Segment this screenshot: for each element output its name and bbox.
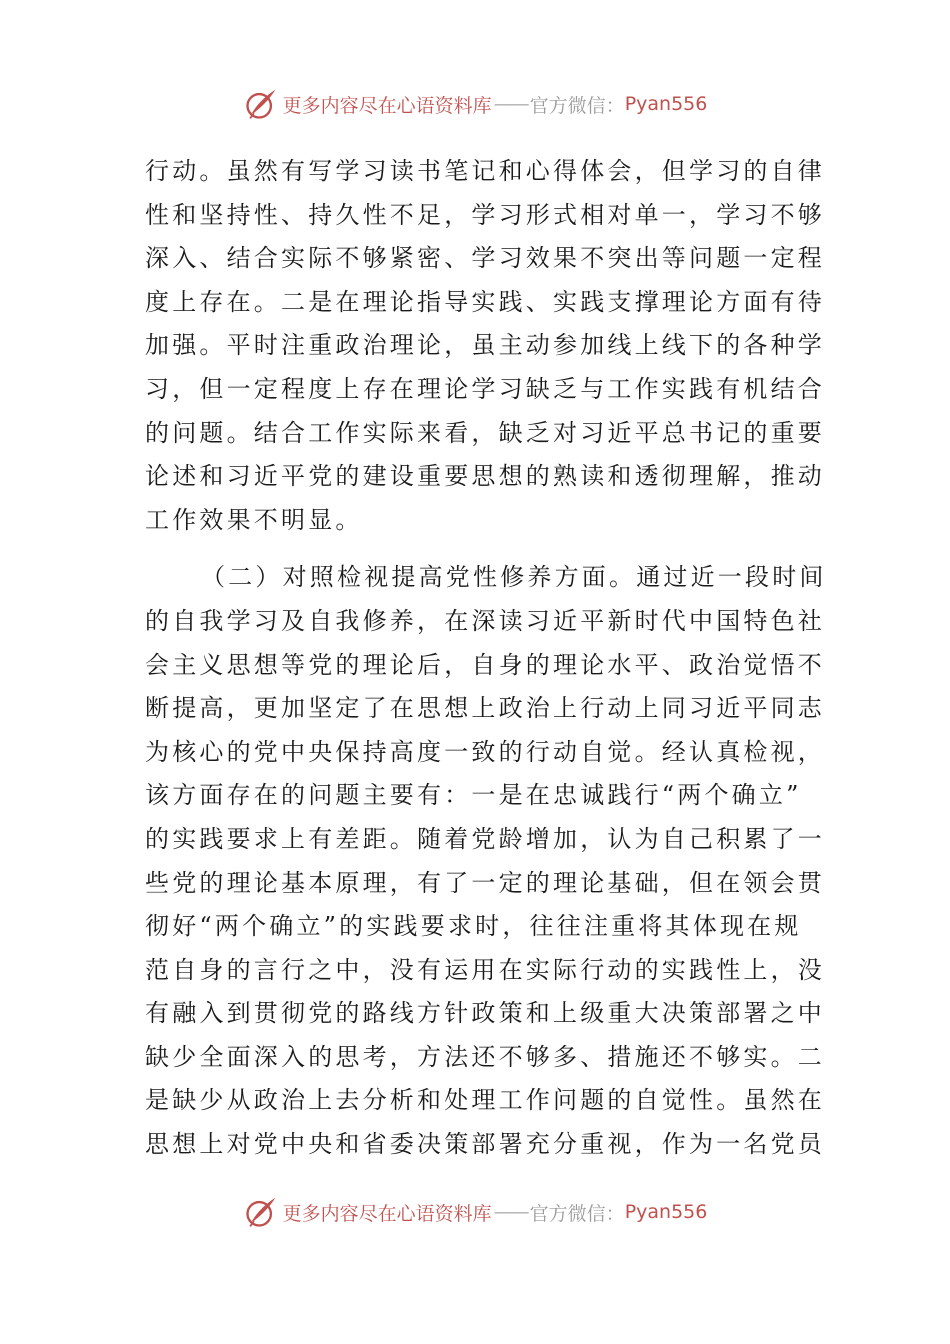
- document-body: [145, 150, 827, 1167]
- watermark-prefix: 官方微信：: [529, 94, 625, 117]
- footer-watermark: [0, 1192, 950, 1232]
- watermark-prefix: 官方微信：: [529, 1202, 625, 1225]
- header-watermark: [0, 84, 950, 124]
- text-line: 习，但一定程度上存在理论学习缺乏与工作实践有机结合: [145, 374, 825, 403]
- text-line: 的实践要求上有差距。随着党龄增加，认为自己积累了一: [145, 824, 825, 853]
- text-line: 的自我学习及自我修养，在深读习近平新时代中国特色社: [145, 606, 825, 635]
- watermark-separator: ——: [493, 1201, 528, 1223]
- text-line: 是缺少从政治上去分析和处理工作问题的自觉性。虽然在: [145, 1086, 825, 1115]
- paragraph-gap: [145, 542, 810, 556]
- text-line: 思想上对党中央和省委决策部署充分重视，作为一名党员: [145, 1130, 825, 1159]
- watermark-wechat-id: Pyan556: [624, 1201, 708, 1223]
- watermark-label: 更多内容尽在心语资料库: [282, 1202, 492, 1225]
- text-line: 加强。平时注重政治理论，虽主动参加线上线下的各种学: [145, 331, 825, 360]
- watermark-wechat-id: Pyan556: [624, 93, 708, 115]
- text-line: 度上存在。二是在理论指导实践、实践支撑理论方面有待: [145, 287, 825, 316]
- text-line: 性和坚持性、持久性不足，学习形式相对单一，学习不够: [145, 200, 825, 229]
- text-line: 为核心的党中央保持高度一致的行动自觉。经认真检视，: [145, 737, 825, 766]
- text-line: 该方面存在的问题主要有：一是在忠诚践行“两个确立”: [145, 781, 802, 810]
- watermark-separator: ——: [493, 93, 528, 115]
- text-line: 范自身的言行之中，没有运用在实际行动的实践性上，没: [145, 955, 825, 984]
- text-line: 缺少全面深入的思考，方法还不够多、措施还不够实。二: [145, 1042, 825, 1071]
- text-line: 深入、结合实际不够紧密、学习效果不突出等问题一定程: [145, 244, 825, 273]
- quill-logo-icon: [243, 86, 279, 122]
- quill-logo-icon: [243, 1194, 279, 1230]
- text-line: 论述和习近平党的建设重要思想的熟读和透彻理解，推动: [145, 462, 825, 491]
- text-line: （二）对照检视提高党性修养方面。通过近一段时间: [201, 563, 827, 592]
- text-line: 的问题。结合工作实际来看，缺乏对习近平总书记的重要: [145, 418, 825, 447]
- paragraph-2: [145, 556, 827, 1166]
- text-line: 行动。虽然有写学习读书笔记和心得体会，但学习的自律: [145, 157, 825, 185]
- text-line: 会主义思想等党的理论后，自身的理论水平、政治觉悟不: [145, 650, 825, 679]
- text-line: 工作效果不明显。: [145, 505, 363, 534]
- watermark-label: 更多内容尽在心语资料库: [282, 94, 492, 117]
- text-line: 断提高，更加坚定了在思想上政治上行动上同习近平同志: [145, 694, 825, 723]
- text-line: 些党的理论基本原理，有了一定的理论基础，但在领会贯: [145, 868, 825, 897]
- text-line: 有融入到贯彻党的路线方针政策和上级重大决策部署之中: [145, 999, 825, 1028]
- text-line: 彻好“两个确立”的实践要求时，往往注重将其体现在规: [145, 912, 802, 941]
- paragraph-1: [145, 150, 825, 542]
